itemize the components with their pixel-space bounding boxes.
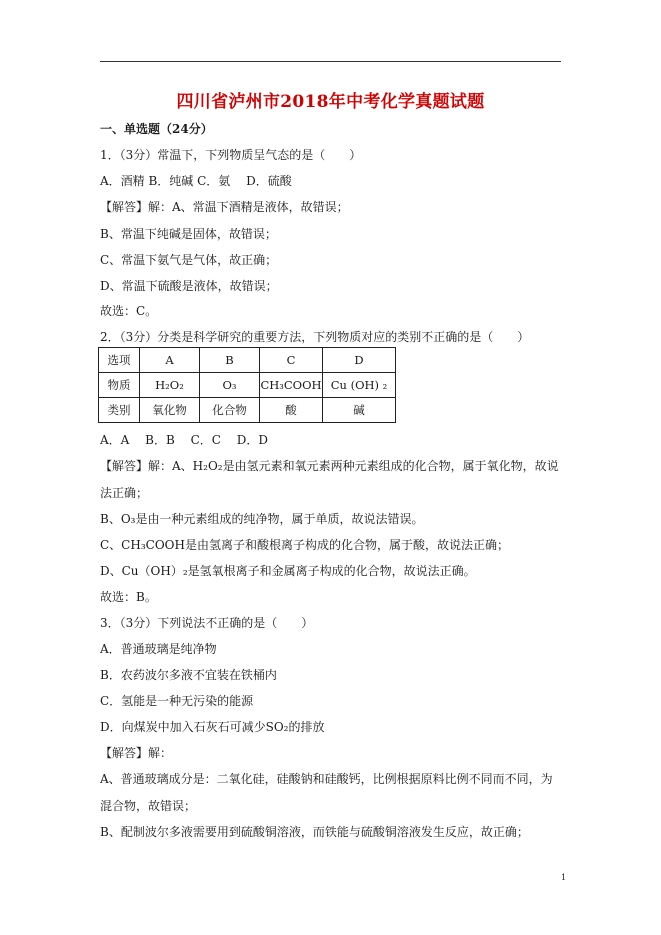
q1-answer-b: B、常温下纯碱是固体，故错误； — [100, 227, 277, 241]
q1-answer-c: C、常温下氨气是气体，故正确； — [100, 253, 278, 267]
table-cell: B — [200, 348, 260, 373]
document-title: 四川省泸州市2018年中考化学真题试题 — [176, 92, 485, 112]
table-cell: 酸 — [260, 398, 323, 423]
table-cell: A — [140, 348, 200, 373]
q3-answer-b: B、配制波尔多液需要用到硫酸铜溶液，而铁能与硫酸铜溶液发生反应，故正确； — [100, 825, 529, 839]
table-row — [99, 398, 396, 423]
q3-answer-head: 【解答】解： — [100, 746, 173, 760]
table-cell: 物质 — [99, 373, 140, 398]
table-cell: 碱 — [323, 398, 396, 423]
q1-options: A．酒精 B．纯碱 C．氨 D．硫酸 — [100, 174, 292, 188]
q2-options: A．A B．B C．C D．D — [100, 433, 269, 447]
header-rule — [100, 61, 561, 62]
q2-answer-c: C、CH₃COOH是由氢离子和酸根离子构成的化合物，属于酸，故说法正确； — [100, 538, 509, 552]
q3-option-a: A．普通玻璃是纯净物 — [100, 642, 217, 656]
q3-answer-a: A、普通玻璃成分是：二氧化硅，硅酸钠和硅酸钙，比例根据原料比例不同而不同，为混合物，故错误； — [100, 772, 553, 813]
q2-answer-a: 【解答】解：A、H₂O₂是由氢元素和氧元素两种元素组成的化合物，属于氧化物，故说法正确； — [100, 459, 559, 500]
table-cell: O₃ — [200, 373, 260, 398]
table-cell: C — [260, 348, 323, 373]
q3-option-d: D．向煤炭中加入石灰石可减少SO₂的排放 — [100, 720, 325, 734]
table-cell: CH₃COOH — [260, 373, 323, 398]
table-cell: 类别 — [99, 398, 140, 423]
q2-table — [98, 347, 396, 423]
q2-choice: 故选：B。 — [100, 590, 157, 604]
q3-question: 3．（3分）下列说法不正确的是（ ） — [100, 616, 314, 630]
table-cell: 氧化物 — [140, 398, 200, 423]
table-cell: H₂O₂ — [140, 373, 200, 398]
table-cell: D — [323, 348, 396, 373]
table-row — [99, 348, 396, 373]
section-heading: 一、单选题（24分） — [100, 122, 213, 136]
q2-question: 2．（3分）分类是科学研究的重要方法，下列物质对应的类别不正确的是（ ） — [100, 330, 530, 344]
q1-question: 1．（3分）常温下，下列物质呈气态的是（ ） — [100, 148, 362, 162]
table-cell: 选项 — [99, 348, 140, 373]
q2-answer-b: B、O₃是由一种元素组成的纯净物，属于单质，故说法错误。 — [100, 512, 424, 526]
q3-option-b: B．农药波尔多液不宜装在铁桶内 — [100, 668, 277, 682]
q2-answer-d: D、Cu（OH）₂是氢氧根离子和金属离子构成的化合物，故说法正确。 — [100, 564, 476, 578]
table-cell: 化合物 — [200, 398, 260, 423]
q1-answer-a: 【解答】解：A、常温下酒精是液体，故错误； — [100, 200, 349, 214]
page-number: 1 — [561, 873, 567, 882]
q3-option-c: C．氢能是一种无污染的能源 — [100, 694, 254, 708]
table-cell: Cu (OH) ₂ — [323, 373, 396, 398]
q1-answer-d: D、常温下硫酸是液体，故错误； — [100, 279, 278, 293]
q1-choice: 故选：C。 — [100, 304, 158, 318]
table-row — [99, 373, 396, 398]
